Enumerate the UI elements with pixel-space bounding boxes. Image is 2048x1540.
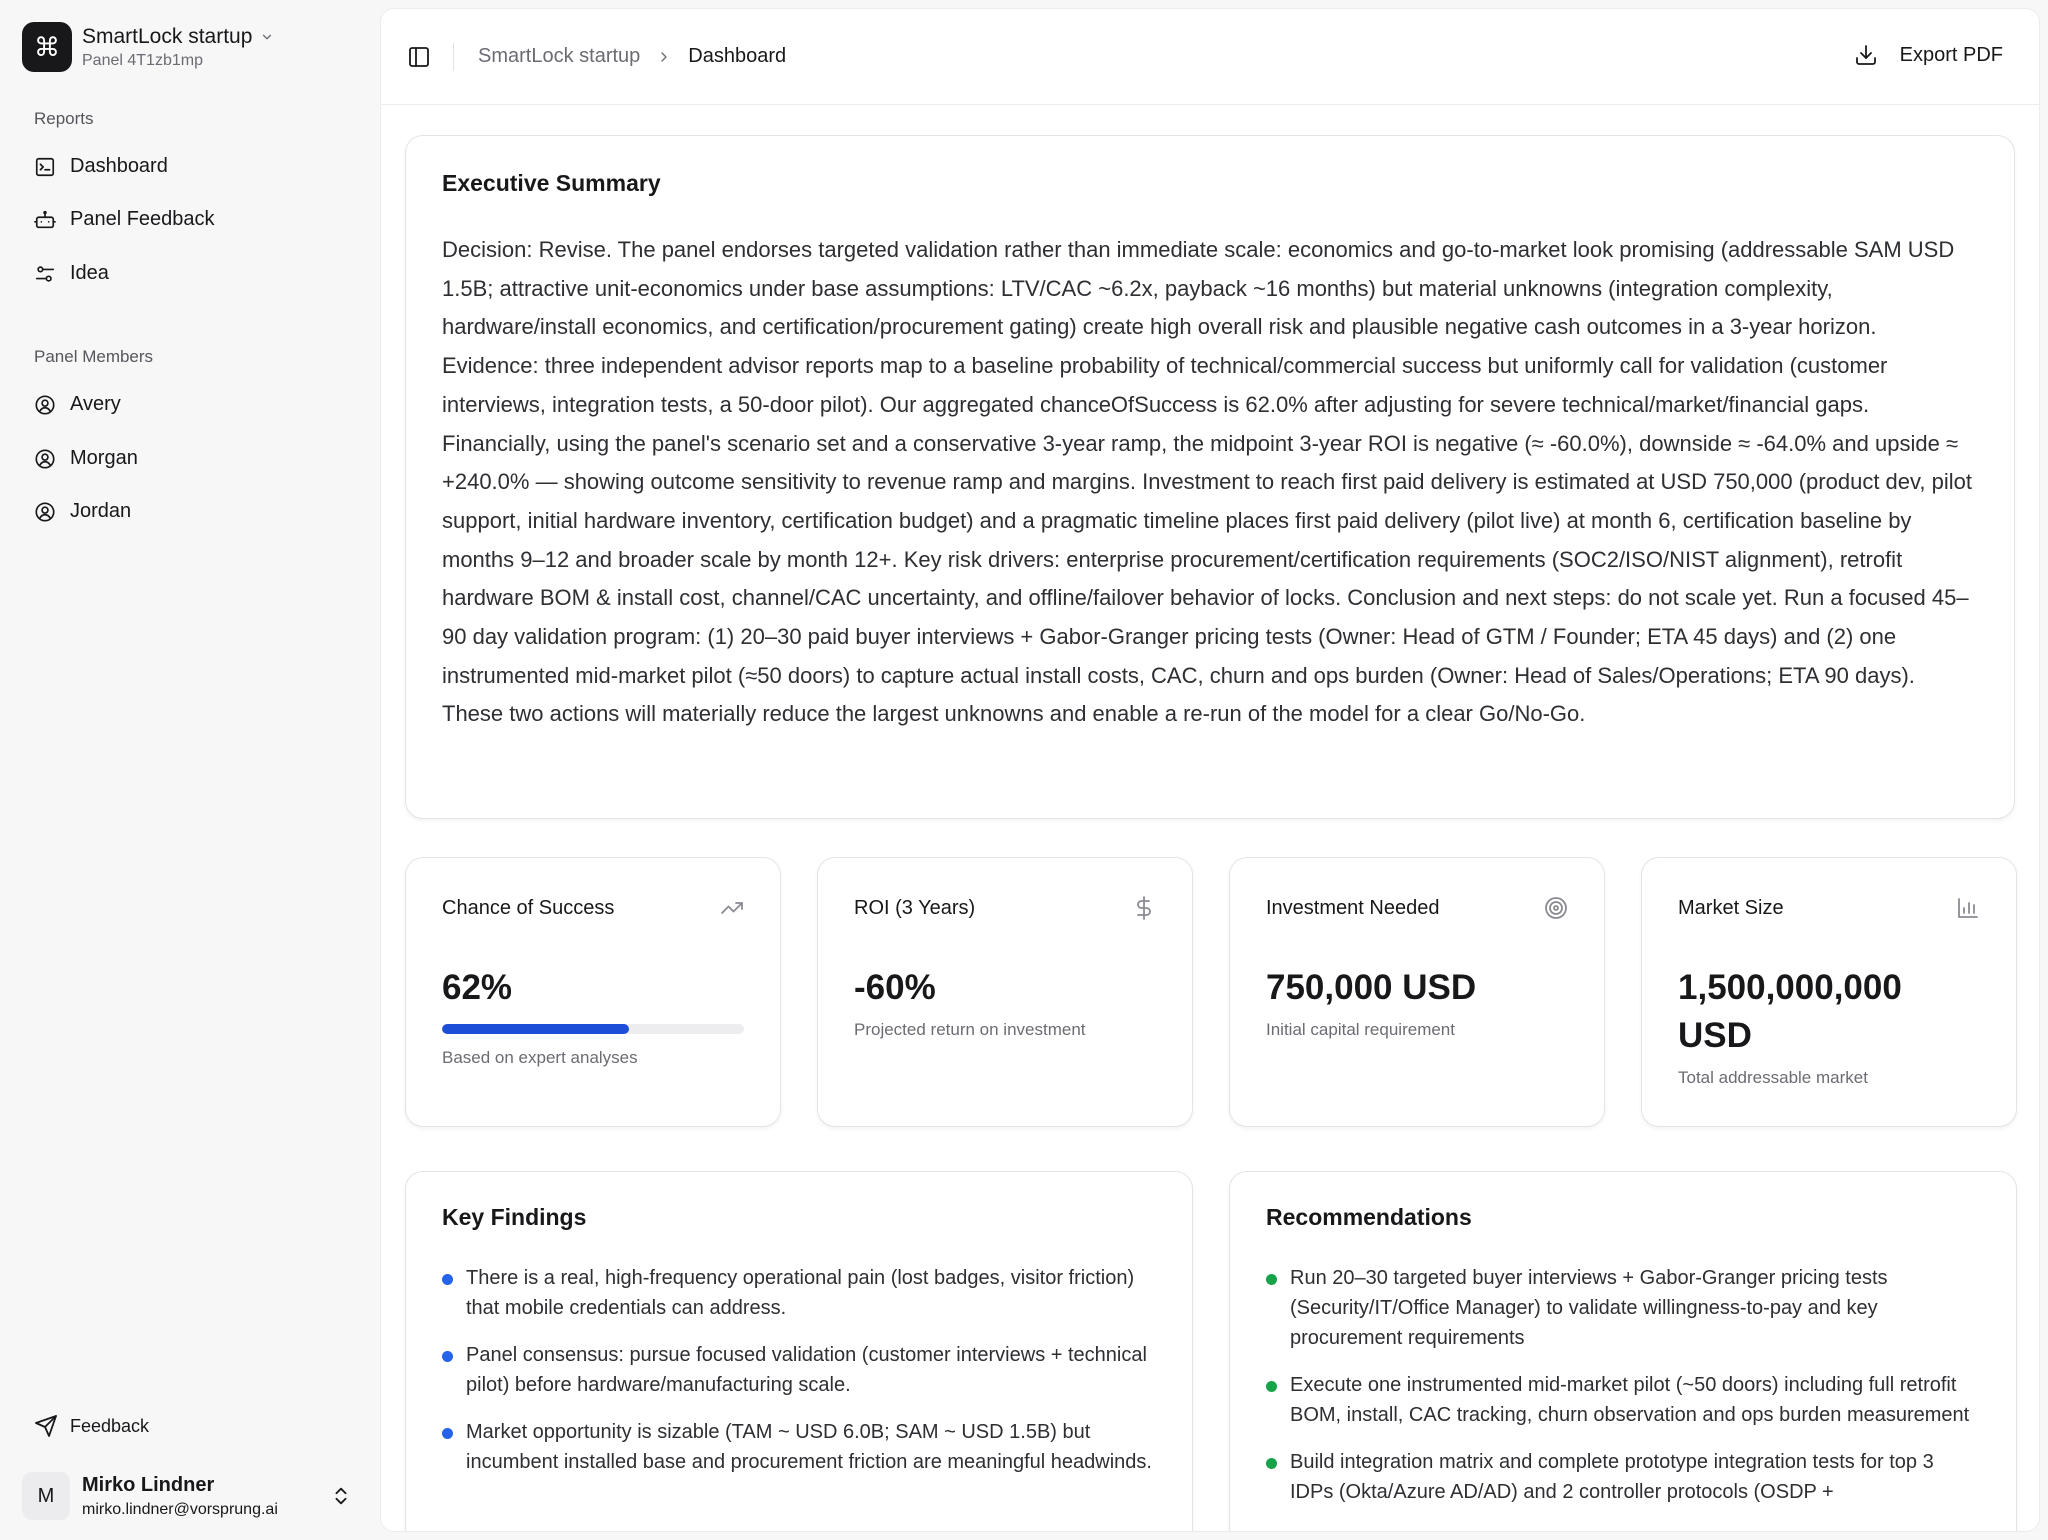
executive-summary-title: Executive Summary: [442, 170, 661, 196]
recommendations-list: [1266, 1263, 1980, 1507]
bullet-dot: [442, 1274, 453, 1285]
workspace-name: SmartLock startup: [82, 24, 253, 48]
sidebar-item-label: Idea: [70, 262, 109, 284]
sidebar-item-dashboard[interactable]: [34, 155, 168, 178]
divider: [453, 43, 454, 71]
bar-chart-icon: [1956, 896, 1980, 920]
sidebar: [0, 0, 380, 1540]
sidebar-item-avery[interactable]: [34, 393, 121, 416]
metric-value: 1,500,000,000 USD: [1678, 968, 1902, 1055]
bullet-dot: [442, 1351, 453, 1362]
recommendation-text: Execute one instrumented mid-market pilot (~50 doors) including full retrofit BOM, install, CAC tracking, churn observation and ops burden measurement: [1290, 1374, 1970, 1426]
breadcrumb: [478, 45, 786, 68]
sidebar-item-label: Dashboard: [70, 155, 168, 177]
sidebar-item-label: Panel Feedback: [70, 208, 215, 230]
finding-text: Market opportunity is sizable (TAM ~ USD 6.0B; SAM ~ USD 1.5B) but incumbent installed base and procurement friction are meaningful headwinds.: [466, 1421, 1152, 1473]
dollar-icon: [1132, 896, 1156, 920]
user-circle-icon: [34, 448, 56, 470]
metric-title: Market Size: [1678, 896, 1784, 919]
user-email: mirko.lindner@vorsprung.ai: [82, 1500, 278, 1518]
key-findings-card: [405, 1171, 1193, 1532]
list-item: [442, 1417, 1156, 1477]
metric-caption: Based on expert analyses: [442, 1048, 638, 1067]
chevron-down-icon: [260, 30, 274, 44]
user-circle-icon: [34, 394, 56, 416]
sidebar-item-morgan[interactable]: [34, 447, 138, 470]
workspace-panel-id: Panel 4T1zb1mp: [82, 51, 203, 69]
reports-section-label: Reports: [34, 109, 94, 128]
progress-fill: [442, 1024, 629, 1034]
recommendations-card: [1229, 1171, 2017, 1532]
command-icon: ⌘: [22, 22, 72, 72]
finding-text: Panel consensus: pursue focused validation (customer interviews + technical pilot) before hardware/manufacturing scale.: [466, 1344, 1147, 1396]
sidebar-item-panel-feedback[interactable]: [34, 208, 215, 231]
metric-title: Chance of Success: [442, 896, 615, 919]
avatar: M: [22, 1472, 70, 1520]
key-findings-title: Key Findings: [442, 1204, 587, 1230]
breadcrumb-item-current: Dashboard: [688, 45, 787, 67]
sidebar-item-label: Jordan: [70, 500, 132, 522]
export-pdf-label: Export PDF: [1899, 43, 2003, 66]
finding-text: There is a real, high-frequency operational pain (lost badges, visitor friction) that mobile credentials can address.: [466, 1267, 1135, 1319]
roi-card: [817, 857, 1193, 1127]
download-icon: [1854, 43, 1878, 67]
recommendation-text: Run 20–30 targeted buyer interviews + Gabor-Granger pricing tests (Security/IT/Office Manager) to validate willingness-to-pay and key procurement requirements: [1290, 1267, 1888, 1349]
workspace-switcher[interactable]: [22, 22, 274, 72]
metric-value: 750,000 USD: [1266, 968, 1477, 1007]
panel-members-section-label: Panel Members: [34, 347, 154, 366]
export-pdf-button[interactable]: [1854, 43, 2003, 67]
chance-of-success-card: [405, 857, 781, 1127]
send-icon: [34, 1414, 58, 1438]
sidebar-item-label: Avery: [70, 393, 121, 415]
user-name: Mirko Lindner: [82, 1473, 215, 1496]
list-item: [442, 1263, 1156, 1323]
recommendations-title: Recommendations: [1266, 1204, 1472, 1230]
sidebar-feedback-link[interactable]: [34, 1414, 149, 1438]
metric-value: -60%: [854, 968, 936, 1007]
success-progress-bar: [442, 1024, 744, 1034]
metric-title: Investment Needed: [1266, 896, 1440, 919]
bullet-dot: [1266, 1381, 1277, 1392]
executive-summary-card: [405, 135, 2015, 819]
bot-icon: [34, 209, 56, 231]
breadcrumb-item-workspace[interactable]: SmartLock startup: [478, 45, 641, 67]
market-size-card: [1641, 857, 2017, 1127]
metric-value: 62%: [442, 968, 513, 1007]
target-icon: [1544, 896, 1568, 920]
metric-title: ROI (3 Years): [854, 896, 976, 919]
user-menu[interactable]: [22, 1472, 358, 1520]
trending-up-icon: [720, 896, 744, 920]
bullet-dot: [1266, 1274, 1277, 1285]
list-item: [1266, 1447, 1980, 1507]
investment-needed-card: [1229, 857, 1605, 1127]
top-bar: [381, 9, 2039, 105]
main-panel: [380, 8, 2040, 1532]
executive-summary-text: Decision: Revise. The panel endorses targeted validation rather than immediate scale: economics and go-to-market look promising (addressable SAM USD 1.5B; attractive unit-economics under base assumptions: LTV/CAC ~6.2x, payback ~16 months) but material unknowns (integration complexity, hardware/install economics, and certification/procurement gating) create high overall risk and plausible negative cash outcomes in a 3-year horizon. Evidence: three independent advisor reports map to a baseline probability of technical/commercial success but uniformly call for validation (customer interviews, integration tests, a 50-door pilot). Our aggregated chanceOfSuccess is 62.0% after adjusting for severe technical/market/financial gaps. Financially, using the panel's scenario set and a conservative 3-year ramp, the midpoint 3-year ROI is negative (≈ -60.0%), downside ≈ -64.0% and upside ≈ +240.0% — showing outcome sensitivity to revenue ramp and margins. Investment to reach first paid delivery is estimated at USD 750,000 (product dev, pilot support, initial hardware inventory, certification budget) and a pragmatic timeline places first paid delivery (pilot live) at month 6, certification baseline by months 9–12 and broader scale by month 12+. Key risk drivers: enterprise procurement/certification requirements (SOC2/ISO/NIST alignment), retrofit hardware BOM & install cost, channel/CAC uncertainty, and offline/failover behavior of locks. Conclusion and next steps: do not scale yet. Run a focused 45–90 day validation program: (1) 20–30 paid buyer interviews + Gabor-Granger pricing tests (Owner: Head of GTM / Founder; ETA 45 days) and (2) one instrumented mid-market pilot (≈50 doors) to capture actual install costs, CAC, churn and ops burden (Owner: Head of Sales/Operations; ETA 90 days). These two actions will materially reduce the largest unknowns and enable a re-run of the model for a clear Go/No-Go.: [442, 237, 1972, 727]
feedback-label: Feedback: [70, 1415, 150, 1436]
metric-caption: Initial capital requirement: [1266, 1020, 1455, 1039]
sidebar-item-label: Morgan: [70, 447, 138, 469]
metric-caption: Projected return on investment: [854, 1020, 1086, 1039]
recommendation-text: Build integration matrix and complete prototype integration tests for top 3 IDPs (Okta/Azure AD/AD) and 2 controller protocols (OSDP +: [1290, 1451, 1934, 1503]
sidebar-toggle-icon[interactable]: [407, 45, 431, 69]
sidebar-item-idea[interactable]: [34, 262, 109, 285]
list-item: [1266, 1370, 1980, 1430]
sliders-icon: [34, 263, 56, 285]
sidebar-item-jordan[interactable]: [34, 500, 131, 523]
metric-caption: Total addressable market: [1678, 1068, 1868, 1087]
bullet-dot: [442, 1428, 453, 1439]
list-item: [442, 1340, 1156, 1400]
bullet-dot: [1266, 1458, 1277, 1469]
list-item: [1266, 1263, 1980, 1353]
chevron-right-icon: [656, 49, 672, 65]
dashboard-icon: [34, 156, 56, 178]
user-circle-icon: [34, 501, 56, 523]
key-findings-list: [442, 1263, 1156, 1477]
chevrons-up-down-icon: [330, 1484, 352, 1508]
